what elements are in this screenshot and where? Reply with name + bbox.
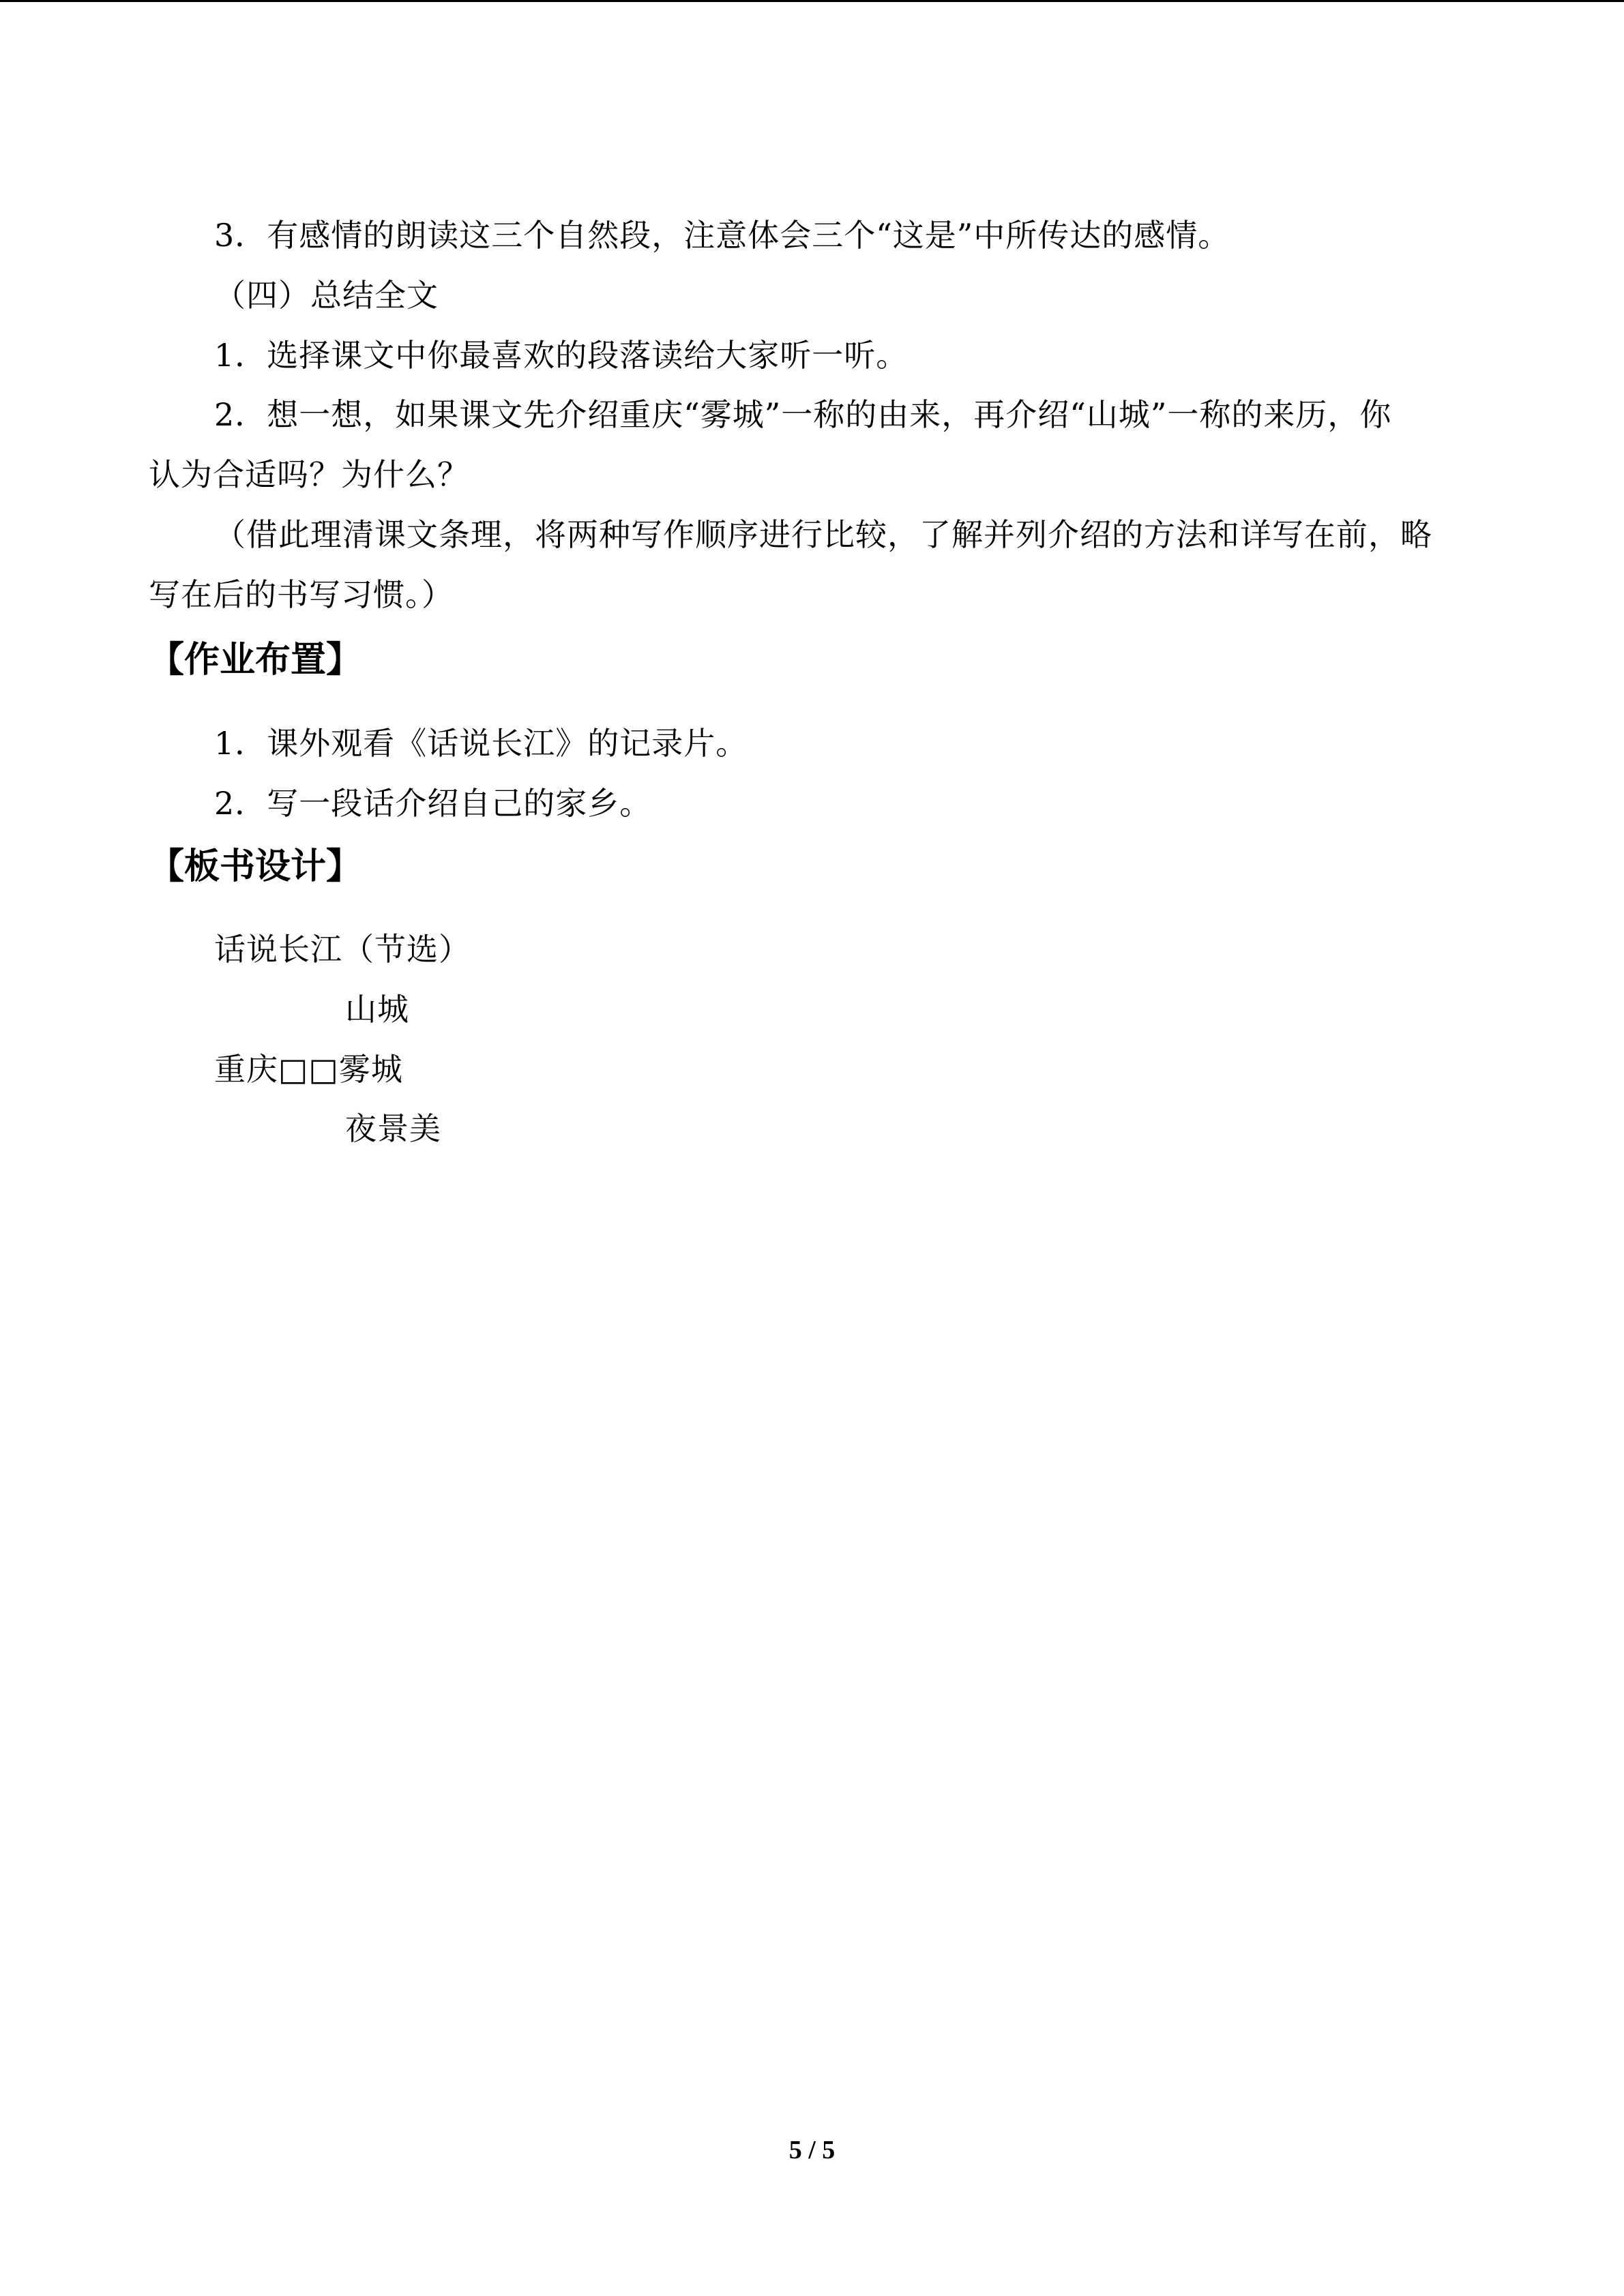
homework-heading: 【作业布置】 [149, 640, 362, 681]
page-top-border [0, 0, 1624, 2]
section-four-item-3: 3．有感情的朗读这三个自然段，注意体会三个“这是”中所传达的感情。 [214, 217, 1230, 254]
board-design-heading: 【板书设计】 [149, 846, 362, 887]
board-design-chongqing-fog-city: 重庆□□雾城 [214, 1051, 403, 1088]
board-design-night-view: 夜景美 [345, 1110, 441, 1147]
homework-item-2: 2．写一段话介绍自己的家乡。 [214, 785, 652, 822]
section-four-item-2-line-1: 2．想一想，如果课文先介绍重庆“雾城”一称的由来，再介绍“山城”一称的来历，你 [214, 396, 1392, 433]
board-design-mountain-city: 山城 [345, 991, 409, 1028]
page-number: 5 / 5 [788, 2136, 836, 2164]
section-four-heading: （四）总结全文 [214, 277, 439, 314]
board-design-title: 话说长江（节选） [214, 931, 471, 968]
section-four-item-1: 1．选择课文中你最喜欢的段落读给大家听一听。 [214, 337, 909, 374]
section-four-note-line-1: （借此理清课文条理，将两种写作顺序进行比较，了解并列介绍的方法和详写在前，略 [214, 516, 1432, 553]
section-four-item-2-line-2: 认为合适吗？为什么？ [149, 456, 469, 493]
homework-item-1: 1．课外观看《话说长江》的记录片。 [214, 725, 748, 762]
section-four-note-line-2: 写在后的书写习惯。） [149, 576, 454, 613]
